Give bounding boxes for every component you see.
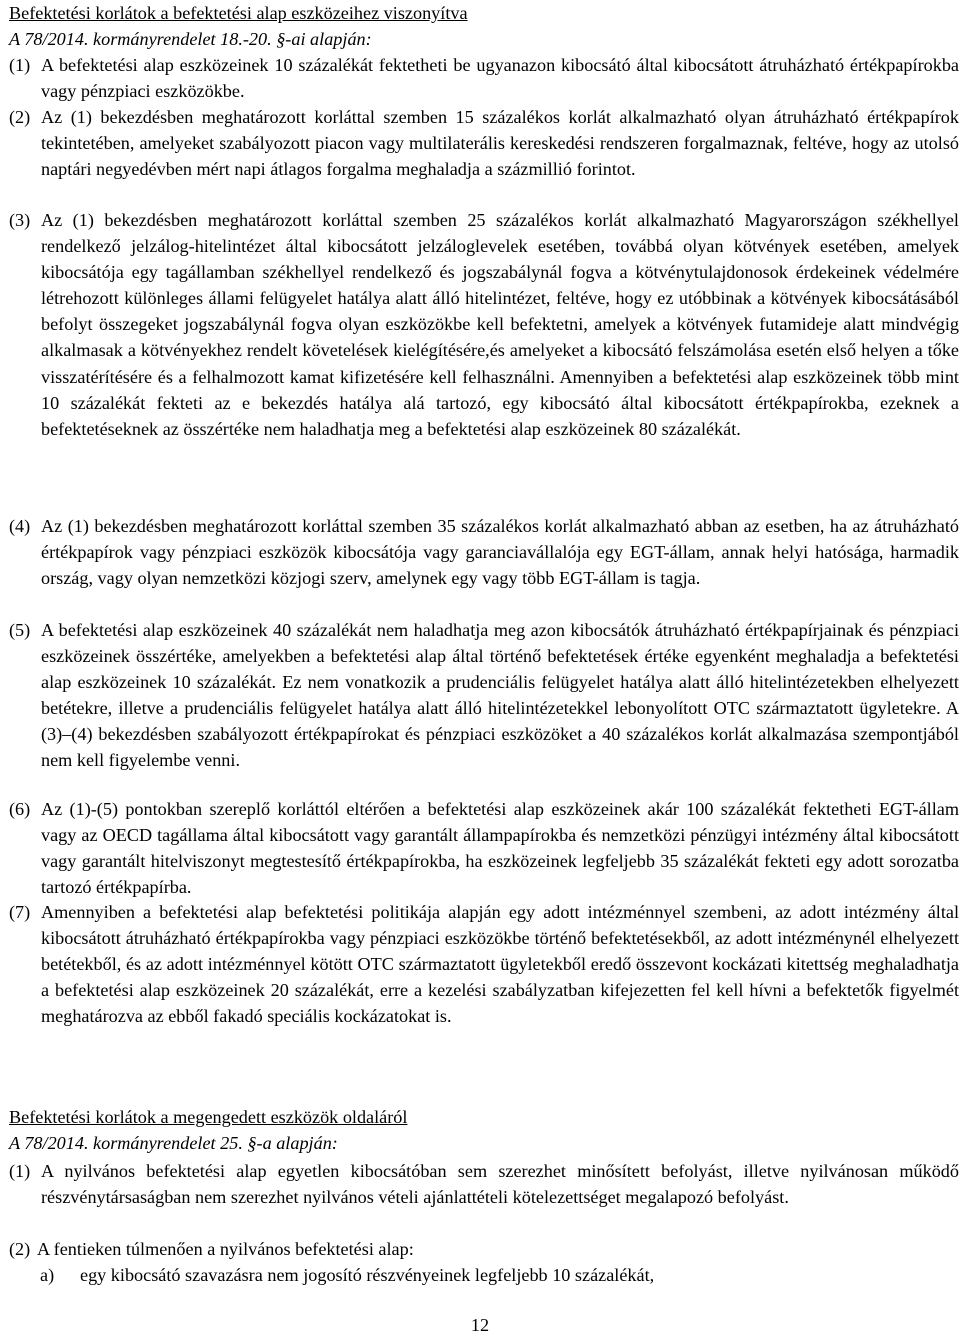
paragraph-text: Az (1) bekezdésben meghatározott korláttal szemben 15 százalékos korlát alkalmazható olyan átruházható értékpapírok tekintetében, amelyeket szabályozott piacon vagy multilaterális kereskedési rendszeren forgalmaznak, feltéve, hogy az utolsó naptári negyedévben mért napi átlagos forgalma meghaladja a százmillió forintot.: [41, 107, 959, 180]
paragraph-number: (1): [9, 55, 31, 75]
paragraph-number: (2): [9, 107, 31, 127]
section-1-heading: Befektetési korlátok a befektetési alap eszközeihez viszonyítva: [9, 3, 468, 23]
paragraph-text: Az (1) bekezdésben meghatározott korláttal szemben 35 százalékos korlát alkalmazható abban az esetben, ha az átruházható értékpapírok vagy pénzpiaci eszközök kibocsátója vagy garanciavállalója egy EGT-állam, annak helyi hatósága, harmadik ország, vagy olyan nemzetközi közjogi szerv, amelynek egy vagy több EGT-állam is tagja.: [41, 516, 959, 589]
section-1-paragraph-1: [9, 52, 959, 104]
paragraph-text: Amennyiben a befektetési alap befektetési politikája alapján egy adott intézménnyel szembeni, az adott intézmény által kibocsátott átruházható értékpapírokba vagy pénzpiaci eszközökbe történő befektetésekből, az adott intézménynél elhelyezett betétekből, és az adott intézménnyel kötött OTC származtatott ügyletekből eredő összevont kockázati kitettség meghaladhatja a befektetési alap eszközeinek 20 százalékát, erre a kezelési szabályzatban kifejezetten fel kell hívni a befektetők figyelmét meghatározva az ebből fakadó speciális kockázatokat is.: [41, 902, 959, 1027]
section-1-paragraph-7: [9, 899, 959, 1029]
paragraph-number: (2): [9, 1239, 31, 1259]
section-1-paragraph-3: [9, 207, 959, 442]
paragraph-text: A befektetési alap eszközeinek 10 százalékát fektetheti be ugyanazon kibocsátó által kibocsátott átruházható értékpapírokba vagy pénzpiaci eszközökbe.: [41, 55, 959, 102]
section-1-paragraph-6: [9, 796, 959, 900]
section-2-paragraph-2: [9, 1236, 959, 1262]
section-2-item-a: [40, 1262, 959, 1288]
paragraph-number: (1): [9, 1161, 31, 1181]
section-1-source: A 78/2014. kormányrendelet 18.-20. §-ai alapján:: [9, 29, 372, 49]
paragraph-text: Az (1) bekezdésben meghatározott korláttal szemben 25 százalékos korlát alkalmazható Magyarországon székhellyel rendelkező jelzálog-hitelintézet által kibocsátott jelzáloglevelek esetében, továbbá olyan kötvények esetében, amelyek kibocsátója egy tagállamban székhellyel rendelkező és jogszabálynál fogva a kötvénytulajdonosok érdekeinek védelmére létrehozott különleges állami felügyelet hatálya alatt álló hitelintézet, feltéve, hogy ez utóbbinak a kötvények kibocsátásából befolyt összegeket jogszabálynál fogva olyan eszközökbe kell befektetni, amelyek a kötvények futamideje alatt mindvégig alkalmasak a kötvényekhez rendelt követelések kielégítésére,és amelyeket a kibocsátó felszámolása esetén első helyen a tőke visszatérítésére és a felhalmozott kamat kifizetésére kell felhasználni. Amennyiben a befektetési alap eszközeinek több mint 10 százalékát fekteti az e bekezdés hatálya alá tartozó, egy kibocsátó által kibocsátott értékpapírokba, ezeknek a befektetéseknek az összértéke nem haladhatja meg a befektetési alap eszközeinek 80 százalékát.: [41, 210, 959, 439]
paragraph-text: A nyilvános befektetési alap egyetlen kibocsátóban sem szerezhet minősített befolyást, illetve nyilvánosan működő részvénytársaságban nem szerezhet nyilvános vételi ajánlattételi kötelezettséget megalapozó befolyást.: [41, 1161, 959, 1208]
section-2-source: A 78/2014. kormányrendelet 25. §-a alapján:: [9, 1133, 338, 1153]
paragraph-text: Az (1)-(5) pontokban szereplő korláttól eltérően a befektetési alap eszközeinek akár 100 százalékát fektetheti EGT-állam vagy az OECD tagállama által kibocsátott vagy garantált állampapírokba és nemzetközi pénzügyi intézmény által kibocsátott vagy garantált hitelviszonyt megtestesítő értékpapírokba, ha eszközeinek legfeljebb 35 százalékát fekteti egy adott sorozatba tartozó értékpapírba.: [41, 799, 959, 898]
paragraph-text: A fentieken túlmenően a nyilvános befektetési alap:: [37, 1239, 414, 1259]
section-1-paragraph-4: [9, 513, 959, 591]
section-2-paragraph-1: [9, 1158, 959, 1210]
page-number: 12: [470, 1315, 490, 1335]
item-text: egy kibocsátó szavazásra nem jogosító részvényeinek legfeljebb 10 százalékát,: [80, 1265, 655, 1285]
paragraph-text: A befektetési alap eszközeinek 40 százalékát nem haladhatja meg azon kibocsátók átruházható értékpapírjainak és pénzpiaci eszközeinek összértéke, amelyekben a befektetési alap által történő befektetések értéke egyenként meghaladja a befektetési alap eszközeinek 10 százalékát. Ez nem vonatkozik a prudenciális felügyelet hatálya alatt álló hitelintézetekben elhelyezett betétekre, illetve a prudenciális felügyelet hatálya alatt álló hitelintézetekkel lebonyolított OTC származtatott ügyletekre. A (3)–(4) bekezdésben szabályozott értékpapírokat és pénzpiaci eszközöket a 40 százalékos korlát alkalmazása szempontjából nem kell figyelembe venni.: [41, 620, 959, 771]
paragraph-number: (5): [9, 620, 31, 640]
paragraph-number: (3): [9, 210, 31, 230]
paragraph-number: (4): [9, 516, 31, 536]
paragraph-number: (6): [9, 799, 31, 819]
item-letter: a): [40, 1265, 55, 1285]
paragraph-number: (7): [9, 902, 31, 922]
section-1-paragraph-5: [9, 617, 959, 774]
section-1-paragraph-2: [9, 104, 959, 182]
section-2-heading: Befektetési korlátok a megengedett eszközök oldaláról: [9, 1107, 408, 1127]
